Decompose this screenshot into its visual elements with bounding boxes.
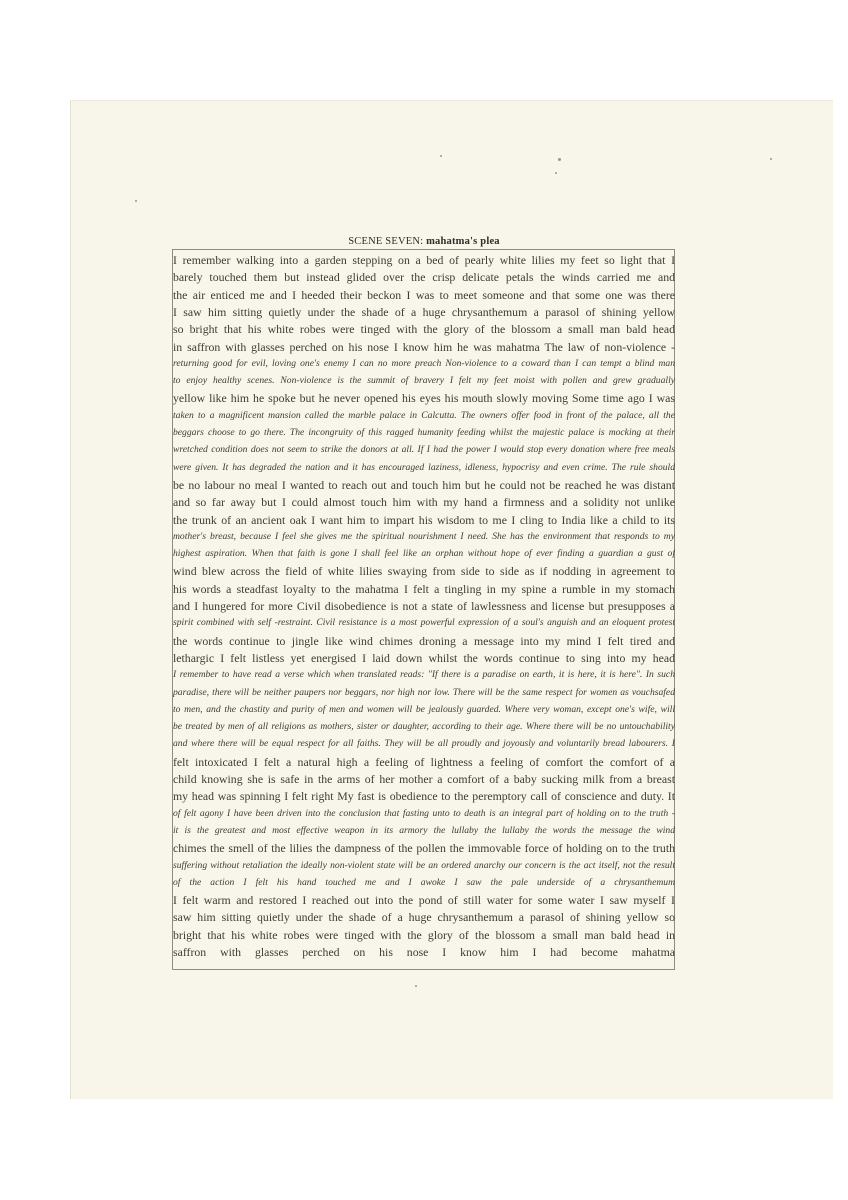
- text-line-content: be no labour no meal I wanted to reach out and touch him but he could not be reached he was distant: [173, 477, 675, 492]
- text-line-content: to men, and the chastity and purity of men and women will be jealously guarded. Where very woman, except one's wife, will: [173, 703, 675, 715]
- text-line: [173, 493, 675, 511]
- text-line-content: bright that his white robes were tinged with the glory of the blossom a small man bald head in: [173, 927, 675, 942]
- paper-speck: [770, 158, 772, 160]
- text-line: [173, 718, 675, 736]
- text-line-content: lethargic I felt listless yet energised I laid down whilst the words continue to sing into my head: [173, 650, 675, 665]
- text-line-content: the trunk of an ancient oak I want him to impart his wisdom to me I cling to India like a child to its: [173, 512, 675, 527]
- scene-label: SCENE SEVEN:: [348, 236, 424, 247]
- text-line: [173, 839, 675, 857]
- text-line: [173, 908, 675, 926]
- text-line: [173, 407, 675, 425]
- text-line-content: to enjoy healthy scenes. Non-violence is the summit of bravery I felt my feet moist with pollen and grew gradually: [173, 375, 675, 387]
- text-line: [173, 874, 675, 892]
- text-line: [173, 424, 675, 442]
- text-line-content: felt intoxicated I felt a natural high a feeling of lightness a feeling of comfort the comfort of a: [173, 754, 675, 769]
- scene-title: mahatma's plea: [426, 236, 500, 247]
- text-line-content: so bright that his white robes were tinged with the glory of the blossom a small man bald head: [173, 322, 675, 337]
- text-line: [173, 545, 675, 563]
- text-line-content: and so far away but I could almost touch him with my hand a firmness and a solidity not unlike: [173, 495, 675, 510]
- text-line-content: chimes the smell of the lilies the dampness of the pollen the immovable force of holding on to the truth: [173, 841, 675, 856]
- text-line-content: his words a steadfast loyalty to the mahatma I felt a tingling in my spine a rumble in my stomach: [173, 581, 675, 596]
- text-line: [173, 389, 675, 407]
- text-line-content: and where there will be equal respect for all faiths. They will be all proudly and joyously and voluntarily bread labourers. I: [173, 738, 675, 750]
- text-line: [173, 666, 675, 684]
- text-line-content: I remember to have read a verse which when translated reads: "If there is a paradise on earth, it is here, it is here". In such: [173, 669, 675, 681]
- text-line-content: child knowing she is safe in the arms of her mother a comfort of a baby sucking milk from a breast: [173, 772, 675, 786]
- text-line-content: mother's breast, because I feel she gives me the spiritual nourishment I need. She has the environment that responds to my: [173, 530, 675, 542]
- text-line: [173, 441, 675, 459]
- text-line: [173, 268, 675, 286]
- text-line: [173, 770, 675, 788]
- text-line: [173, 649, 675, 667]
- text-line-content: were given. It has degraded the nation and it has encouraged laziness, idleness, hypocrisy and even crime. The rule should: [173, 461, 675, 473]
- text-line-content: returning good for evil, loving one's enemy I can no more preach Non-violence to a coward than I can tempt a blind man: [173, 357, 675, 369]
- text-line-content: saw him sitting quietly under the shade of a huge chrysanthemum a parasol of shining yellow so: [173, 910, 675, 925]
- text-line: [173, 511, 675, 529]
- text-line: [173, 476, 675, 494]
- text-line-content: yellow like him he spoke but he never opened his eyes his mouth slowly moving Some time ago I was: [173, 391, 675, 406]
- paper-speck: [558, 158, 561, 161]
- text-line: [173, 891, 675, 909]
- text-line-content: of felt agony I have been driven into the conclusion that fasting unto to death is an integral part of holding on to the truth -: [173, 807, 675, 819]
- text-line: [173, 562, 675, 580]
- text-line: [173, 303, 675, 321]
- text-line-content: be treated by men of all religions as mothers, sister or daughter, according to their age. Where there will be no untouchability: [173, 721, 675, 733]
- text-line: [173, 632, 675, 650]
- text-line: [173, 372, 675, 390]
- paper-speck: [555, 172, 557, 174]
- text-line: [173, 614, 675, 632]
- text-line: [173, 320, 675, 338]
- text-line: [173, 251, 675, 269]
- text-line-content: beggars choose to go there. The incongruity of this ragged humanity feeding whilst the majestic palace is mocking at their: [173, 427, 675, 438]
- text-line-content: it is the greatest and most effective weapon in its armory the lullaby the lullaby the words the message the wind: [173, 824, 675, 836]
- text-line-content: of the action I felt his hand touched me and I awoke I saw the pale underside of a chrysanthemum: [173, 876, 675, 888]
- paper-speck: [440, 155, 442, 157]
- text-line: [173, 355, 675, 373]
- text-line-content: taken to a magnificent mansion called the marble palace in Calcutta. The owners offer food in front of the palace, all the: [173, 409, 675, 421]
- text-line-content: I felt warm and restored I reached out into the pond of still water for some water I saw myself I: [173, 893, 675, 908]
- text-line-content: my head was spinning I felt right My fast is obedience to the peremptory call of conscience and duty. It: [173, 789, 675, 804]
- text-line: [173, 753, 675, 771]
- text-line: [173, 943, 675, 961]
- text-line-content: highest aspiration. When that faith is gone I shall feel like an orphan without hope of ever finding a guardian a gust of: [173, 548, 675, 560]
- text-line-content: the air enticed me and I heeded their beckon I was to meet someone and that some one was there: [173, 287, 675, 302]
- text-line-content: suffering without retaliation the ideally non-violent state will be an ordered anarchy our concern is the act itself, not the result: [173, 859, 675, 871]
- text-line-content: in saffron with glasses perched on his nose I know him he was mahatma The law of non-violence -: [173, 339, 675, 354]
- text-line: [173, 528, 675, 546]
- text-line: [173, 805, 675, 823]
- text-line-content: paradise, there will be neither paupers nor beggars, nor high nor low. There will be the same respect for women as vouchsafed: [173, 686, 675, 698]
- text-line: [173, 286, 675, 304]
- text-line: [173, 597, 675, 615]
- text-line: [173, 459, 675, 477]
- text-line-content: wretched condition does not seem to strike the donors at all. If I had the power I would stop every donation where free meals: [173, 444, 675, 456]
- text-line: [173, 580, 675, 598]
- paper-speck: [415, 985, 417, 987]
- text-line-content: saffron with glasses perched on his nose I know him I had become mahatma: [173, 945, 675, 959]
- text-line-content: barely touched them but instead glided over the crisp delicate petals the winds carried me and: [173, 270, 675, 285]
- text-line: [173, 787, 675, 805]
- text-line: [173, 338, 675, 356]
- scene-heading: [0, 236, 848, 247]
- paper-speck: [135, 200, 137, 202]
- text-line-content: and I hungered for more Civil disobedience is not a state of lawlessness and license but presupposes a: [173, 599, 675, 613]
- text-line-content: the words continue to jingle like wind chimes droning a message into my mind I felt tired and: [173, 633, 675, 648]
- text-line: [173, 701, 675, 719]
- text-line-content: I remember walking into a garden stepping on a bed of pearly white lilies my feet so light that I: [173, 253, 675, 267]
- text-line: [173, 822, 675, 840]
- text-line: [173, 684, 675, 702]
- text-line-content: wind blew across the field of white lilies swaying from side to side as if nodding in agreement to: [173, 564, 675, 579]
- text-line-content: spirit combined with self -restraint. Civil resistance is a most powerful expression of a soul's anguish and an eloquent protest: [173, 617, 675, 629]
- text-line: [173, 857, 675, 875]
- text-line: [173, 926, 675, 944]
- text-line: [173, 735, 675, 753]
- text-line-content: I saw him sitting quietly under the shade of a huge chrysanthemum a parasol of shining yellow: [173, 304, 675, 319]
